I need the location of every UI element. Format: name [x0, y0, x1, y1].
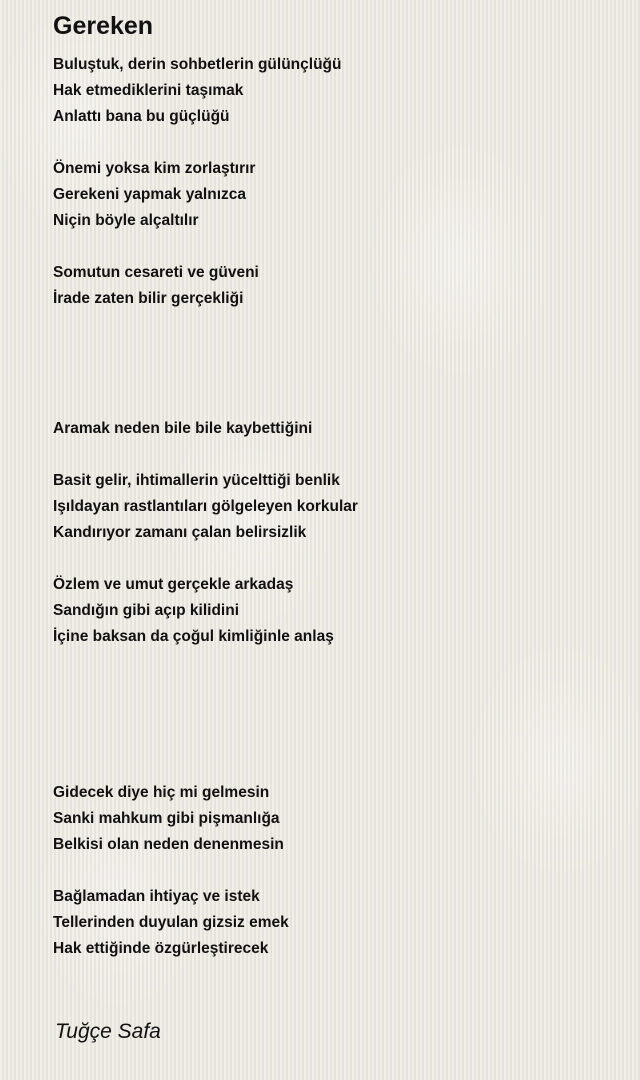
stanza-break — [53, 390, 613, 416]
poem-line: Anlattı bana bu güçlüğü — [53, 108, 230, 125]
poem-line: İçine baksan da çoğul kimliğinle anlaş — [53, 628, 334, 645]
poem-line: Niçin böyle alçaltılır — [53, 212, 199, 229]
poem-author: Tuğçe Safa — [55, 1020, 161, 1043]
stanza-break — [53, 338, 613, 364]
stanza-break — [53, 442, 613, 468]
poem-line: Gerekeni yapmak yalnızca — [53, 186, 247, 203]
stanza-break — [53, 546, 613, 572]
poem-title: Gereken — [53, 12, 154, 40]
poem-line: Aramak neden bile bile kaybettiğini — [53, 420, 313, 437]
poem-body — [53, 52, 613, 962]
stanza-break — [53, 728, 613, 754]
poem-line: Belkisi olan neden denenmesin — [53, 836, 284, 853]
poem-line: Somutun cesareti ve güveni — [53, 264, 259, 281]
poem-line: Sandığın gibi açıp kilidini — [53, 602, 240, 619]
poem-line: Bağlamadan ihtiyaç ve istek — [53, 888, 260, 905]
stanza-break — [53, 312, 613, 338]
poem-line: İrade zaten bilir gerçekliği — [53, 290, 244, 307]
poem-line: Hak ettiğinde özgürleştirecek — [53, 940, 269, 957]
poem-line: Özlem ve umut gerçekle arkadaş — [53, 576, 294, 593]
stanza-break — [53, 676, 613, 702]
poem-line: Basit gelir, ihtimallerin yücelttiği benlik — [53, 472, 340, 489]
stanza-break — [53, 754, 613, 780]
poem-line: Işıldayan rastlantıları gölgeleyen korkular — [53, 498, 358, 515]
poem-line: Tellerinden duyulan gizsiz emek — [53, 914, 289, 931]
poem-line: Buluştuk, derin sohbetlerin gülünçlüğü — [53, 56, 342, 73]
stanza-break — [53, 702, 613, 728]
poem-line: Hak etmediklerini taşımak — [53, 82, 244, 99]
stanza-break — [53, 650, 613, 676]
poem-line: Önemi yoksa kim zorlaştırır — [53, 160, 256, 177]
stanza-break — [53, 130, 613, 156]
stanza-break — [53, 364, 613, 390]
stanza-break — [53, 858, 613, 884]
poem-line: Gidecek diye hiç mi gelmesin — [53, 784, 270, 801]
poem-line: Kandırıyor zamanı çalan belirsizlik — [53, 524, 307, 541]
poem-line: Sanki mahkum gibi pişmanlığa — [53, 810, 280, 827]
stanza-break — [53, 234, 613, 260]
